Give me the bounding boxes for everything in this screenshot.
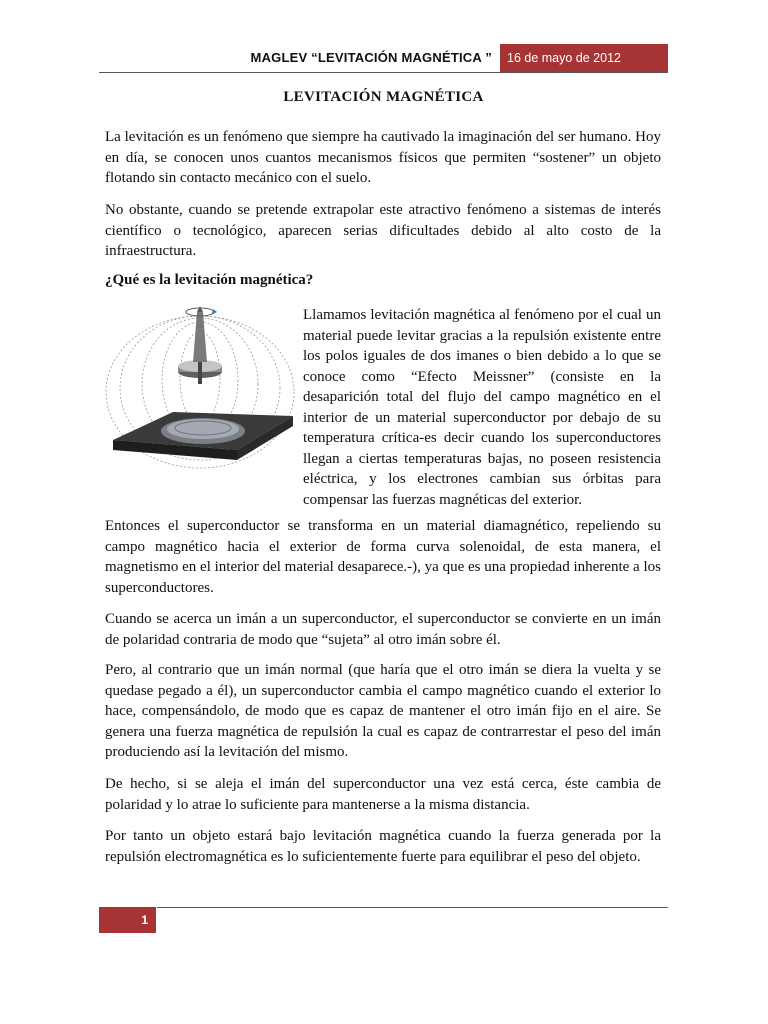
intro-paragraph-1: La levitación es un fenómeno que siempre ha cautivado la imaginación del ser humano. Hoy en día, se conocen unos cuantos mecanismos físicos que permiten “sostener” un objeto flotando sin contacto mecánico con el suelo. (105, 129, 661, 186)
body-paragraph-5: Por tanto un objeto estará bajo levitación magnética cuando la fuerza generada por la repulsión electromagnética es lo suficientemente fuerte para equilibrar el peso del objeto. (105, 828, 661, 865)
header-title: MAGLEV “LEVITACIÓN MAGNÉTICA ” (250, 50, 492, 65)
body-paragraph-1: Entonces el superconductor se transforma en un material diamagnético, repeliendo su campo magnético hacia el exterior de forma curva solenoidal, de esta manera, el magnetismo en el interior del material desaparece.-), ya que es una propiedad inherente a los superconductores. (105, 518, 661, 596)
section-heading: ¿Qué es la levitación magnética? (105, 272, 314, 288)
body-paragraph-2: Cuando se acerca un imán a un superconductor, el superconductor se convierte en un imán de polaridad contraria de modo que “sujeta” al otro imán sobre él. (105, 611, 661, 648)
header-date-badge: 16 de mayo de 2012 (500, 44, 668, 73)
body-paragraph-3: Pero, al contrario que un imán normal (que haría que el otro imán se diera la vuelta y se quedase pegado a él), un superconductor cambia el campo magnético cuando el exterior lo hace, compensándolo, de modo que es capaz de mantener el otro imán fijo en el aire. Se genera una fuerza magnética de repulsión la cual es capaz de contrarrestar el peso del imán produciendo así la levitación del mismo. (105, 662, 661, 760)
body-paragraph-4: De hecho, si se aleja el imán del superconductor una vez está cerca, éste cambia de polaridad y lo atrae lo suficiente para mantenerse a la misma distancia. (105, 776, 661, 813)
side-paragraph: Llamamos levitación magnética al fenómeno por el cual un material puede levitar gracias a la repulsión existente entre los polos iguales de dos imanes o bien debido a lo que se conoce como “Efecto Meissner” (consiste en la desaparición total del flujo del campo magnético en el interior de un material superconductor por debajo de su temperatura crítica-es decir cuando los superconductores llegan a ciertas temperaturas bajas, no poseen resistencia eléctrica, y los electrones cambian sus órbitas para compensar las fuerzas magnéticas del exterior. (303, 307, 661, 508)
footer-divider (157, 907, 668, 908)
intro-paragraph-2: No obstante, cuando se pretende extrapolar este atractivo fenómeno a sistemas de interés científico o tecnológico, aparecen serias dificultades debido al alto costo de la infraestructura. (105, 202, 661, 259)
maglev-illustration-svg (103, 300, 297, 472)
header-divider (99, 72, 668, 73)
maglev-illustration-image (103, 300, 297, 472)
document-title: LEVITACIÓN MAGNÉTICA (283, 89, 484, 105)
page-number-badge: 1 (99, 907, 156, 933)
